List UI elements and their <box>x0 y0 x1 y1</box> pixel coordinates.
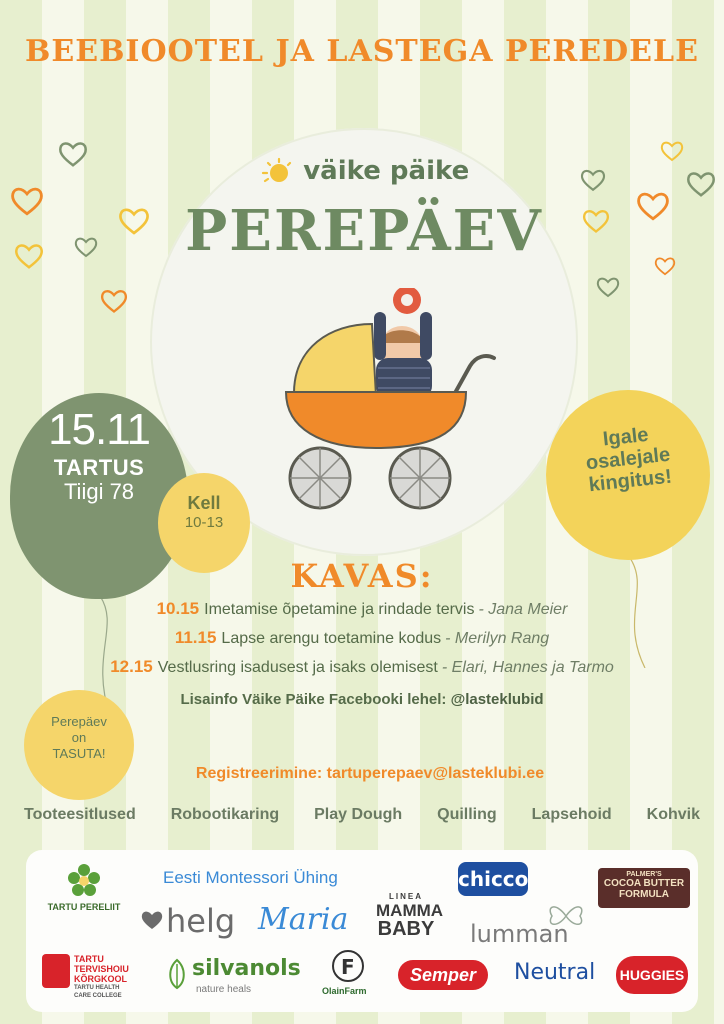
semper-text: Semper <box>409 965 477 985</box>
heart-icon <box>660 140 684 162</box>
program-item <box>0 656 724 685</box>
heart-icon <box>686 170 716 198</box>
sponsor-lumman: lumman <box>470 920 569 948</box>
palmers-line: FORMULA <box>619 889 669 900</box>
heart-icon <box>582 208 610 234</box>
sponsor-chicco <box>458 862 528 896</box>
event-city: TARTUS <box>53 455 145 480</box>
program-title: KAVAS: <box>290 557 434 595</box>
brand-name: väike päike <box>303 156 470 186</box>
free-line: TASUTA! <box>52 746 106 761</box>
tervis-line: TARTU HEALTH <box>74 985 120 991</box>
activity-item: Kohvik <box>646 806 700 823</box>
free-line: Perepäev <box>51 714 107 729</box>
huggies-text: HUGGIES <box>619 967 685 983</box>
tervis-line: KÕRGKOOL <box>74 974 127 984</box>
sponsor-semper <box>398 960 488 990</box>
tervis-line: TERVISHOIU <box>74 964 129 974</box>
sponsor-silvanols: silvanols <box>192 956 301 981</box>
info-text: Lisainfo Väike Päike Facebooki lehel: <box>180 691 447 708</box>
palmers-line: PALMER'S <box>626 871 662 878</box>
tervis-line: CARE COLLEGE <box>74 993 122 999</box>
sponsor-neutral: Neutral <box>514 960 596 985</box>
program-topic: Vestlusring isadusest ja isaks olemisest <box>157 659 438 676</box>
helg-heart-icon <box>140 908 164 932</box>
heart-icon <box>58 140 88 168</box>
heart-icon <box>118 206 150 236</box>
sponsor-tartu-pereliit: TARTU PERELIIT <box>47 902 121 912</box>
poster-header: BEEBIOOTEL JA LASTEGA PEREDELE <box>24 34 700 69</box>
info-line <box>0 691 724 708</box>
program-topic: Imetamise õpetamine ja rindade tervis <box>204 601 475 618</box>
program-speaker: - Merilyn Rang <box>445 630 550 647</box>
sponsor-montessori: Eesti Montessori Ühing <box>163 868 338 887</box>
sponsor-chicco-text: chicco <box>458 867 529 891</box>
sun-icon <box>259 157 295 185</box>
palmers-line: COCOA BUTTER <box>603 878 685 889</box>
heart-icon <box>636 190 670 222</box>
activity-item: Quilling <box>437 806 497 823</box>
sponsor-palmers <box>598 868 690 908</box>
gift-line: kingitus! <box>587 465 673 497</box>
sponsor-linea-mamma-baby <box>376 892 444 940</box>
brand-logo <box>150 156 578 186</box>
program-time: 11.15 <box>174 628 217 647</box>
time-label: Kell <box>187 493 221 513</box>
heart-icon <box>74 236 98 258</box>
event-address: Tiigi 78 <box>63 479 135 504</box>
olainfarm-logo-icon <box>330 948 366 984</box>
mamma-line: MAMMA <box>376 901 444 920</box>
heart-icon <box>10 185 44 217</box>
facebook-handle-link[interactable]: @lasteklubid <box>450 691 544 708</box>
gift-line: Igale <box>601 423 650 451</box>
program-item <box>0 627 724 656</box>
heart-icon <box>100 288 128 314</box>
mamma-line: LINEA <box>389 892 423 901</box>
program-item <box>0 598 724 627</box>
time-value: 10-13 <box>184 514 224 531</box>
registration-line[interactable]: Registreerimine: tartuperepaev@lasteklubi.ee <box>195 765 545 782</box>
sponsor-olainfarm: OlainFarm <box>322 986 367 996</box>
activity-item: Play Dough <box>314 806 403 823</box>
activity-item: Tooteesitlused <box>24 806 136 823</box>
program-time: 12.15 <box>110 657 153 676</box>
gift-balloon <box>546 390 710 560</box>
sponsors-panel <box>26 850 698 1012</box>
program-speaker: - Jana Meier <box>478 601 568 618</box>
activity-item: Lapsehoid <box>531 806 612 823</box>
mamma-line: BABY <box>377 918 435 940</box>
program-topic: Lapse arengu toetamine kodus <box>221 630 442 647</box>
svg-text:F: F <box>341 955 355 979</box>
event-title: PEREPÄEV <box>185 198 543 264</box>
tartu-pereliit-logo-icon <box>62 862 106 898</box>
program-list <box>0 598 724 685</box>
sponsor-tervishoiu-kk <box>74 954 129 1000</box>
free-line: on <box>71 730 87 745</box>
program-time: 10.15 <box>156 599 200 618</box>
heart-icon <box>654 256 676 276</box>
heart-icon <box>580 168 606 192</box>
sponsor-silvanols-tagline: nature heals <box>196 984 252 995</box>
event-date: 15.11 <box>48 405 150 454</box>
sponsor-helg: helg <box>166 902 236 940</box>
activity-item: Robootikaring <box>170 806 280 823</box>
sponsor-tervis-icon <box>42 954 70 988</box>
program-speaker: - Elari, Hannes ja Tarmo <box>441 659 614 676</box>
sponsor-huggies <box>616 956 688 994</box>
activities-row <box>24 806 700 824</box>
stroller-illustration <box>280 288 510 518</box>
gift-line: osalejale <box>584 443 672 475</box>
heart-icon <box>596 276 620 298</box>
tervis-line: TARTU <box>74 954 104 964</box>
sponsor-maria: Maria <box>258 902 349 937</box>
silvanols-leaf-icon <box>166 958 188 990</box>
heart-icon <box>14 242 44 270</box>
